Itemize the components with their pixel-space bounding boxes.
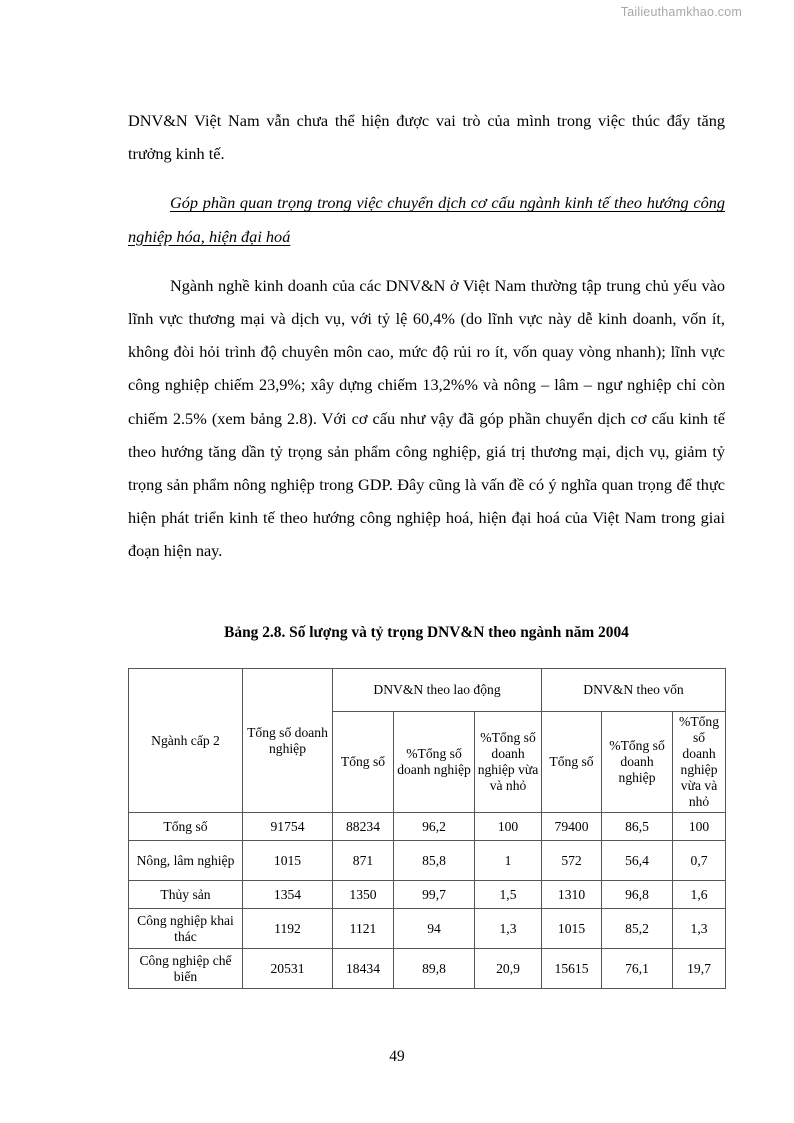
cell-value: 572 — [542, 841, 602, 881]
header-capital-pct-total: %Tổng số doanh nghiệp — [602, 712, 673, 813]
cell-value: 79400 — [542, 813, 602, 841]
header-capital-pct-sme: %Tổng số doanh nghiệp vừa và nhỏ — [673, 712, 726, 813]
cell-value: 86,5 — [602, 813, 673, 841]
cell-value: 85,2 — [602, 909, 673, 949]
cell-value: 18434 — [333, 949, 394, 989]
header-group-labor: DNV&N theo lao động — [333, 669, 542, 712]
cell-category: Nông, lâm nghiệp — [129, 841, 243, 881]
header-labor-pct-sme: %Tổng số doanh nghiệp vừa và nhỏ — [475, 712, 542, 813]
header-group-capital: DNV&N theo vốn — [542, 669, 726, 712]
cell-value: 1,6 — [673, 881, 726, 909]
cell-value: 1310 — [542, 881, 602, 909]
cell-value: 1,3 — [475, 909, 542, 949]
header-capital-total: Tổng số — [542, 712, 602, 813]
watermark: Tailieuthamkhao.com — [620, 5, 742, 19]
cell-category: Công nghiệp chế biến — [129, 949, 243, 989]
cell-value: 85,8 — [394, 841, 475, 881]
cell-value: 91754 — [243, 813, 333, 841]
header-category: Ngành cấp 2 — [129, 669, 243, 813]
header-labor-pct-total: %Tổng số doanh nghiệp — [394, 712, 475, 813]
table-body — [129, 813, 726, 989]
cell-value: 100 — [673, 813, 726, 841]
table-container — [128, 668, 725, 989]
cell-value: 1015 — [243, 841, 333, 881]
cell-value: 871 — [333, 841, 394, 881]
cell-value: 1354 — [243, 881, 333, 909]
cell-category: Công nghiệp khai thác — [129, 909, 243, 949]
cell-value: 96,8 — [602, 881, 673, 909]
table-caption: Bảng 2.8. Số lượng và tỷ trọng DNV&N theo ngành năm 2004 — [224, 624, 629, 641]
cell-value: 94 — [394, 909, 475, 949]
cell-value: 1,3 — [673, 909, 726, 949]
sme-by-industry-table — [128, 668, 726, 989]
cell-value: 19,7 — [673, 949, 726, 989]
table-row — [129, 881, 726, 909]
cell-value: 1 — [475, 841, 542, 881]
page-number: 49 — [389, 1048, 405, 1065]
paragraph-intro: DNV&N Việt Nam vẫn chưa thể hiện được vai trò của mình trong việc thúc đẩy tăng trưởng kinh tế. — [128, 111, 725, 164]
table-head — [129, 669, 726, 813]
table-row — [129, 909, 726, 949]
cell-value: 99,7 — [394, 881, 475, 909]
cell-value: 1192 — [243, 909, 333, 949]
section-subheading-text: Góp phần quan trọng trong việc chuyển dịch cơ cấu ngành kinh tế theo hướng công nghiệp hóa, hiện đại hoá — [128, 193, 725, 246]
cell-value: 15615 — [542, 949, 602, 989]
header-total-enterprises: Tổng số doanh nghiệp — [243, 669, 333, 813]
cell-value: 96,2 — [394, 813, 475, 841]
cell-value: 20,9 — [475, 949, 542, 989]
cell-value: 0,7 — [673, 841, 726, 881]
cell-value: 1015 — [542, 909, 602, 949]
cell-value: 56,4 — [602, 841, 673, 881]
cell-value: 88234 — [333, 813, 394, 841]
cell-value: 1,5 — [475, 881, 542, 909]
cell-value: 100 — [475, 813, 542, 841]
cell-category: Tổng số — [129, 813, 243, 841]
cell-value: 76,1 — [602, 949, 673, 989]
cell-value: 89,8 — [394, 949, 475, 989]
table-header-group-row — [129, 669, 726, 712]
table-row — [129, 841, 726, 881]
cell-value: 20531 — [243, 949, 333, 989]
cell-category: Thủy sản — [129, 881, 243, 909]
cell-value: 1121 — [333, 909, 394, 949]
section-subheading — [128, 186, 725, 252]
header-labor-total: Tổng số — [333, 712, 394, 813]
cell-value: 1350 — [333, 881, 394, 909]
table-row — [129, 949, 726, 989]
document-body — [128, 104, 725, 568]
table-row — [129, 813, 726, 841]
paragraph-main: Ngành nghề kinh doanh của các DNV&N ở Việt Nam thường tập trung chủ yếu vào lĩnh vực thương mại và dịch vụ, với tỷ lệ 60,4% (do lĩnh vực này dễ kinh doanh, vốn ít, không đòi hỏi trình độ chuyên môn cao, mức độ rủi ro ít, vốn quay vòng nhanh); lĩnh vực công nghiệp chiếm 23,9%; xây dựng chiếm 13,2%% và nông – lâm – ngư nghiệp chỉ còn chiếm 2.5% (xem bảng 2.8). Với cơ cấu như vậy đã góp phần chuyển dịch cơ cấu kinh tế theo hướng tăng dần tỷ trọng sản phẩm công nghiệp, giá trị thương mại, dịch vụ, giảm tỷ trọng sản phẩm nông nghiệp trong GDP. Đây cũng là vấn đề có ý nghĩa quan trọng để thực hiện phát triển kinh tế theo hướng công nghiệp hoá, hiện đại hoá của Việt Nam trong giai đoạn hiện nay. — [128, 275, 725, 561]
